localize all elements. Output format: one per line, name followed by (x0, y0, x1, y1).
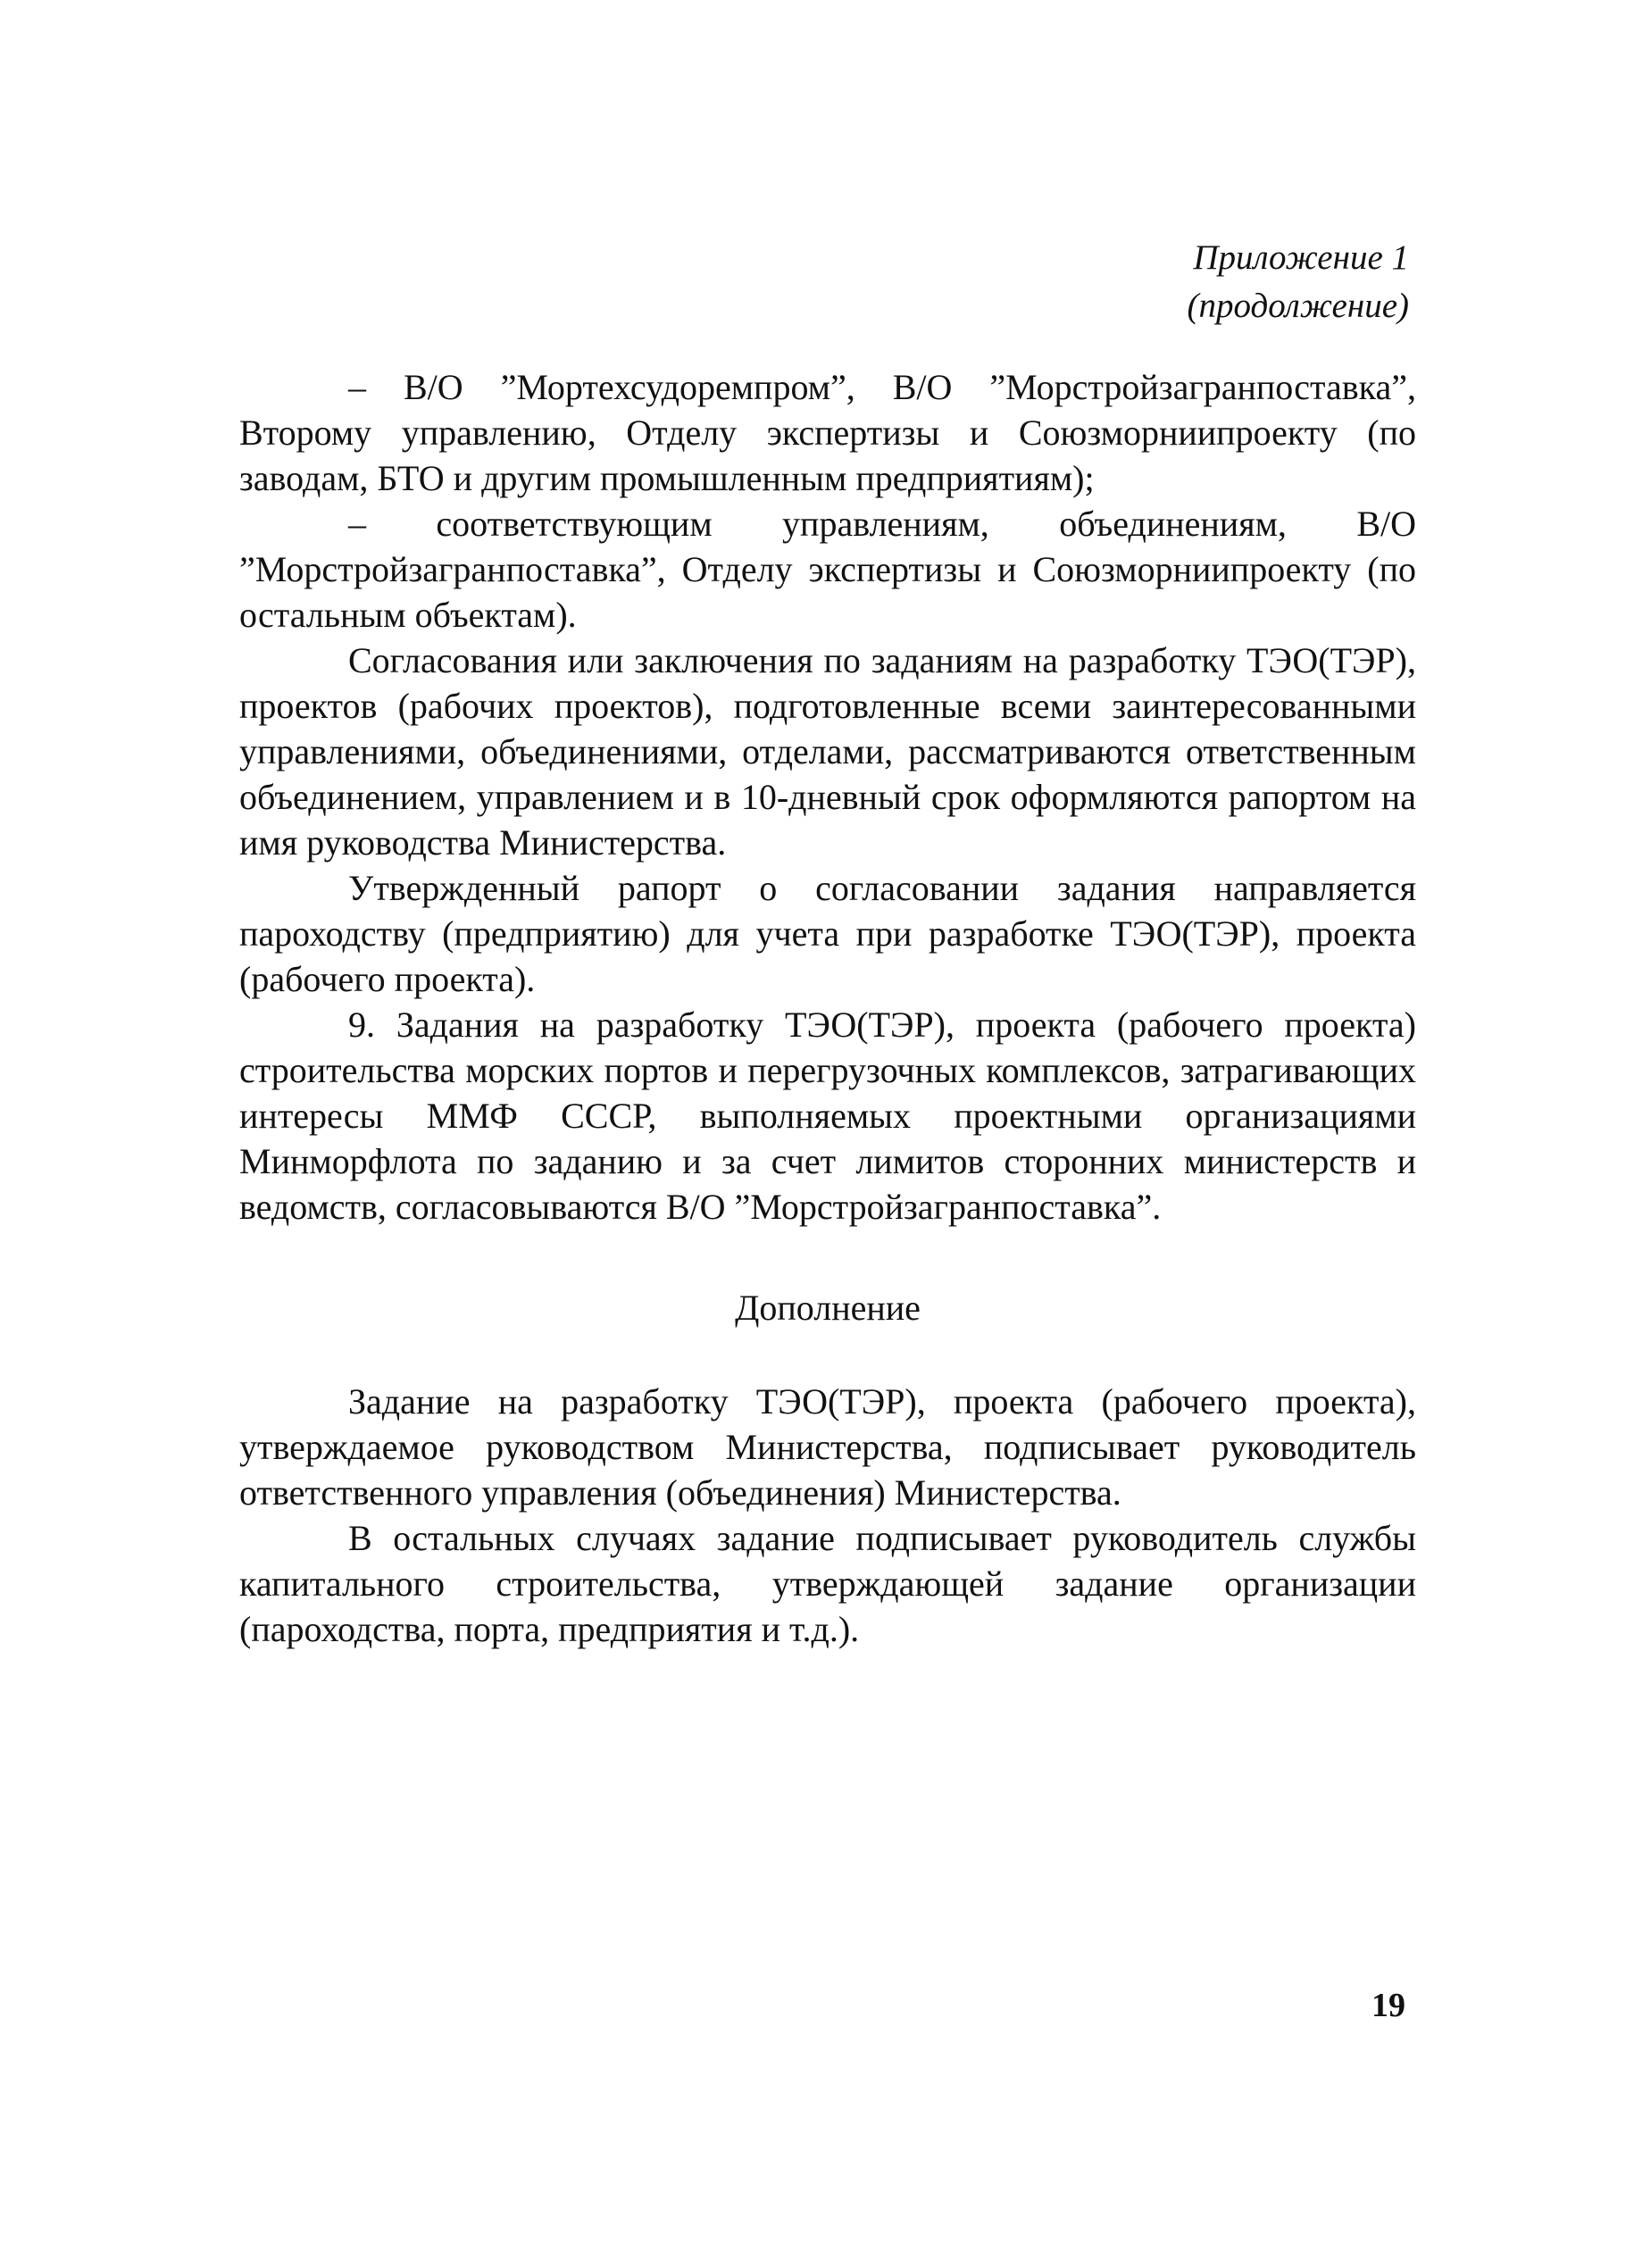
document-body (239, 364, 1416, 1652)
paragraph: – соответствующим управлениям, объединениям, В/О ”Морстройзагранпоставка”, Отделу экспертизы и Союзморниипроекту (по остальным объектам). (239, 504, 1416, 635)
paragraph: Согласования или заключения по заданиям на разработку ТЭО(ТЭР), проектов (рабочих проектов), подготовленные всеми заинтересованными управлениями, объединениями, отделами, рассматриваются ответственным объединением, управлением и в 10-дневный срок оформляются рапортом на имя руководства Министерства. (239, 640, 1416, 863)
page-number: 19 (1371, 1987, 1405, 2024)
paragraph: Утвержденный рапорт о согласовании задания направляется пароходству (предприятию) для учета при разработке ТЭО(ТЭР), проекта (рабочего проекта). (239, 868, 1416, 999)
paragraph: Задание на разработку ТЭО(ТЭР), проекта (рабочего проекта), утверждаемое руководством Министерства, подписывает руководитель ответственного управления (объединения) Министерства. (239, 1381, 1416, 1513)
continuation-label: (продолжение) (1187, 287, 1409, 325)
paragraph: – В/О ”Мортехсудоремпром”, В/О ”Морстройзагранпоставка”, Второму управлению, Отделу экспертизы и Союзморниипроекту (по заводам, БТО и другим промышленным предприятиям); (239, 367, 1416, 498)
paragraph: В остальных случаях задание подписывает руководитель службы капитального строительства, утверждающей задание организации (пароходства, порта, предприятия и т.д.). (239, 1518, 1416, 1649)
appendix-label: Приложение 1 (1193, 238, 1409, 277)
section-title: Дополнение (735, 1288, 921, 1328)
appendix-header (1188, 234, 1409, 330)
paragraph: 9. Задания на разработку ТЭО(ТЭР), проекта (рабочего проекта) строительства морских портов и перегрузочных комплексов, затрагивающих интересы ММФ СССР, выполняемых проектными организациями Минморфлота по заданию и за счет лимитов сторонних министерств и ведомств, согласовываются В/О ”Морстройзагранпоставка”. (239, 1005, 1416, 1227)
